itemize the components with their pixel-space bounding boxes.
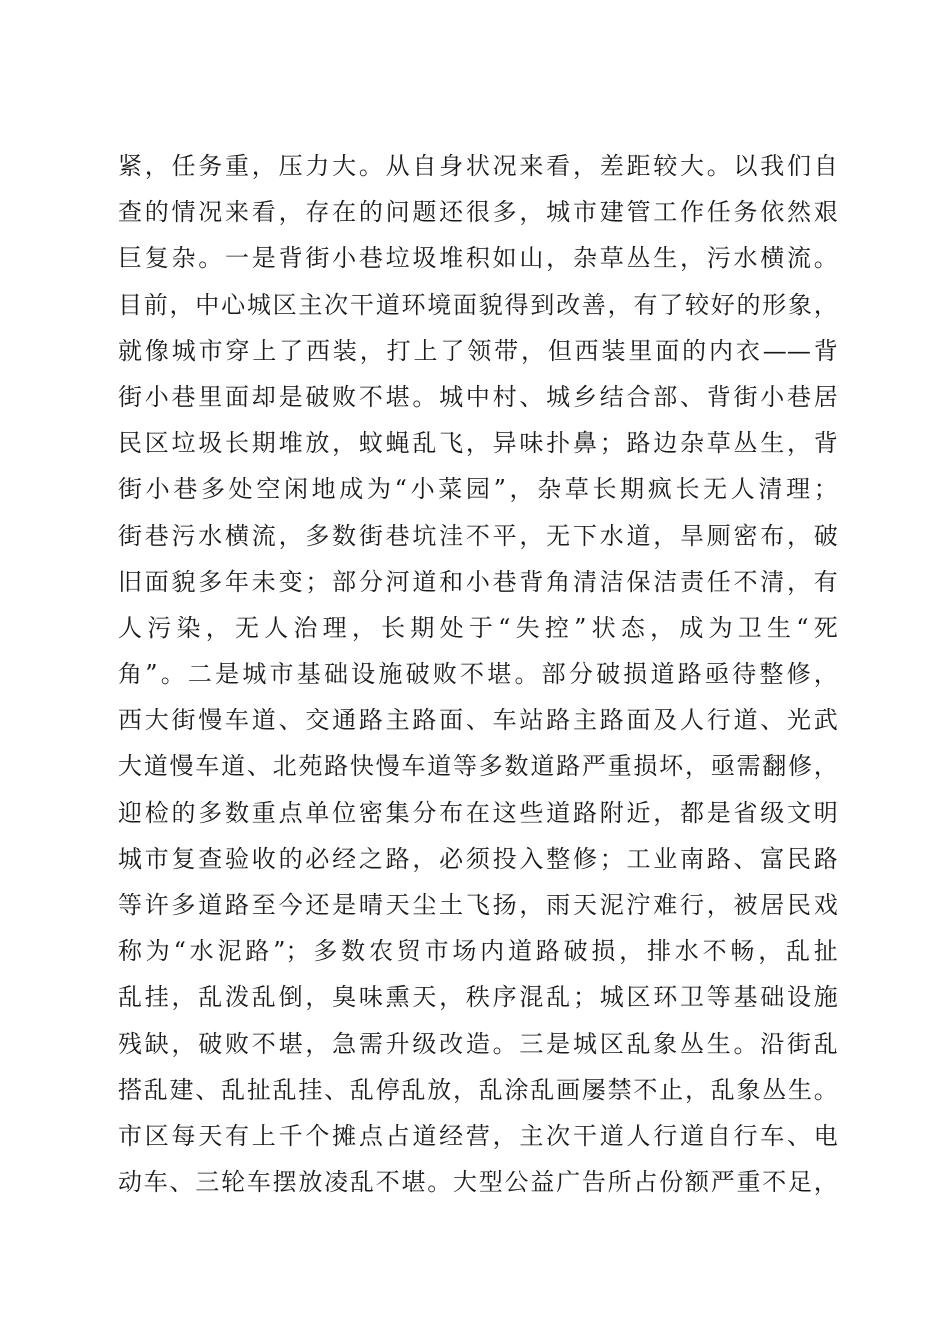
text-line: 市区每天有上千个摊点占道经营，主次干道人行道自行车、电 [118, 1121, 838, 1150]
text-line: 紧，任务重，压力大。从自身状况来看，差距较大。以我们自 [118, 152, 838, 180]
text-line: 西大街慢车道、交通路主路面、车站路主路面及人行道、光武 [118, 706, 838, 735]
text-line: 人污染，无人治理，长期处于“失控”状态，成为卫生“死 [118, 613, 838, 642]
text-line: 查的情况来看，存在的问题还很多，城市建管工作任务依然艰 [118, 198, 838, 227]
text-line: 角”。二是城市基础设施破败不堪。部分破损道路亟待整修， [118, 660, 838, 689]
text-line: 等许多道路至今还是晴天尘土飞扬，雨天泥泞难行，被居民戏 [118, 891, 838, 919]
text-line: 残缺，破败不堪，急需升级改造。三是城区乱象丛生。沿街乱 [118, 1029, 838, 1058]
text-line: 城市复查验收的必经之路，必须投入整修；工业南路、富民路 [118, 844, 838, 873]
body-text [118, 143, 838, 1205]
text-line: 乱挂，乱泼乱倒，臭味熏天，秩序混乱；城区环卫等基础设施 [118, 983, 838, 1012]
text-line: 巨复杂。一是背街小巷垃圾堆积如山，杂草丛生，污水横流。 [118, 244, 838, 273]
text-line: 动车、三轮车摆放凌乱不堪。大型公益广告所占份额严重不足， [118, 1168, 838, 1197]
text-line: 街小巷多处空闲地成为“小菜园”，杂草长期疯长无人清理； [118, 475, 838, 504]
text-line: 迎检的多数重点单位密集分布在这些道路附近，都是省级文明 [118, 798, 838, 827]
text-line: 民区垃圾长期堆放，蚊蝇乱飞，异味扑鼻；路边杂草丛生，背 [118, 429, 838, 458]
text-line: 大道慢车道、北苑路快慢车道等多数道路严重损坏，亟需翻修， [118, 752, 838, 781]
text-line: 目前，中心城区主次干道环境面貌得到改善，有了较好的形象， [118, 290, 838, 319]
text-line: 街小巷里面却是破败不堪。城中村、城乡结合部、背街小巷居 [118, 382, 838, 411]
text-line: 搭乱建、乱扯乱挂、乱停乱放，乱涂乱画屡禁不止，乱象丛生。 [118, 1075, 838, 1104]
text-line: 称为“水泥路”；多数农贸市场内道路破损，排水不畅，乱扯 [118, 937, 838, 966]
text-line: 街巷污水横流，多数街巷坑洼不平，无下水道，旱厕密布，破 [118, 521, 838, 550]
text-line: 旧面貌多年未变；部分河道和小巷背角清洁保洁责任不清，有 [118, 567, 838, 596]
text-line: 就像城市穿上了西装，打上了领带，但西装里面的内衣——背 [118, 336, 838, 365]
